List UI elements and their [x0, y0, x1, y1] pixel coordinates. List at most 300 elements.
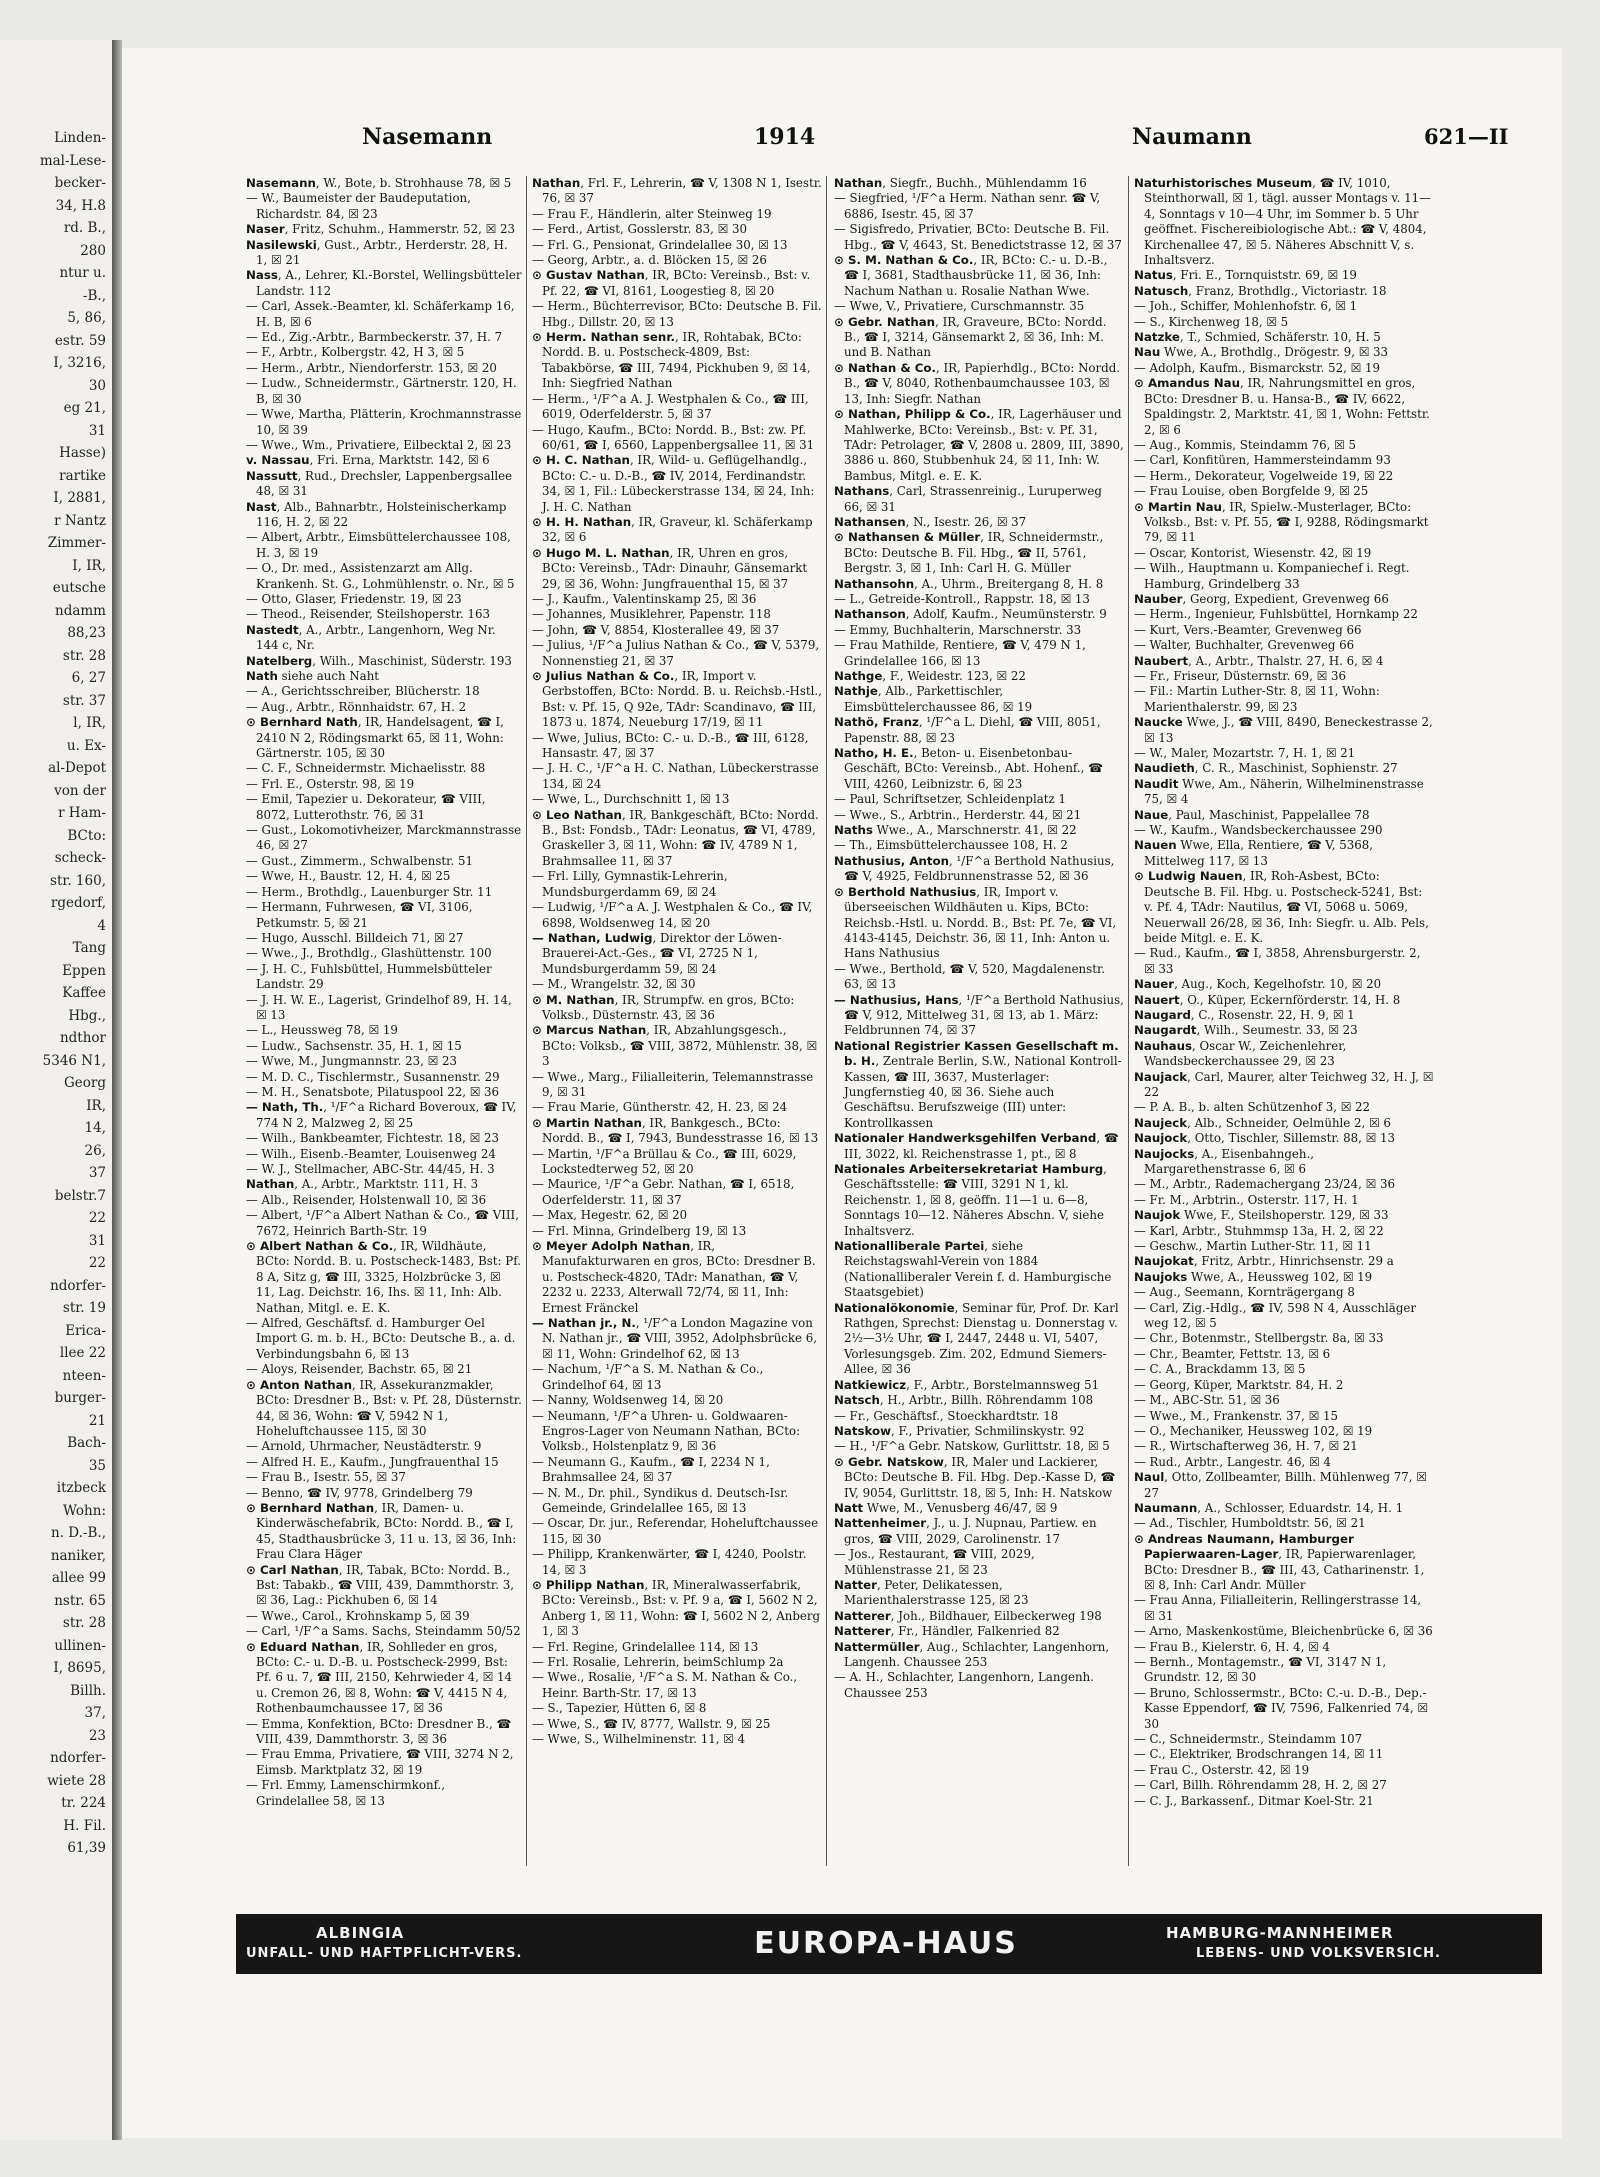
directory-entry [1134, 1331, 1434, 1346]
entry-details: , Peter, Delikatessen, Marienthalerstrasse 125, ☒ 23 [844, 1577, 1029, 1608]
directory-entry [532, 1670, 822, 1701]
previous-page-line: 35 [88, 1457, 106, 1474]
directory-entry [1134, 315, 1434, 330]
entry-details: — Aloys, Reisender, Bachstr. 65, ☒ 21 [246, 1362, 473, 1377]
directory-entry [246, 376, 522, 407]
ad-europa-haus: EUROPA-HAUS [754, 1926, 1018, 1961]
directory-entry [1134, 993, 1434, 1008]
entry-name: Nasemann [246, 176, 316, 190]
directory-entry [246, 1023, 522, 1038]
directory-entry [532, 669, 822, 731]
entry-name: Nau [1134, 345, 1161, 360]
entry-details: , IR, Spielw.-Musterlager, BCto: Volksb., Bst: v. Pf. 55, ☎ I, 9288, Rödingsmarkt 79, ☒ 11 [1144, 499, 1429, 545]
previous-page-line: 22 [88, 1210, 106, 1226]
directory-entry [834, 1624, 1124, 1639]
entry-name: Nauer [1134, 977, 1175, 992]
entry-name: ⊙ Nathan & Co. [834, 360, 936, 375]
directory-entry [1134, 1116, 1434, 1131]
entry-details: , Georg, Expedient, Grevenweg 66 [1182, 591, 1389, 606]
entry-details: , IR, Schneidermstr., BCto: Deutsche B. Fil. Hbg., ☎ II, 5761, Bergstr. 3, ☒ 1, Inh: Carl H. G. Müller [844, 530, 1104, 576]
entry-details: — Frau C., Osterstr. 42, ☒ 19 [1134, 1762, 1310, 1777]
directory-entry [834, 222, 1124, 253]
entry-details: , Adolf, Kaufm., Neumünsterstr. 9 [905, 607, 1107, 622]
entry-details: — Wwe, S., Wilhelminenstr. 11, ☒ 4 [532, 1732, 746, 1747]
previous-page-line: Zimmer- [47, 535, 106, 551]
entry-details: — Wwe., Rosalie, ¹/F^a S. M. Nathan & Co., Heinr. Barth-Str. 17, ☒ 13 [532, 1670, 798, 1700]
directory-entry [246, 238, 522, 269]
entry-details: , F., Weidestr. 123, ☒ 22 [882, 669, 1026, 683]
entry-details: — Fr. M., Arbtrin., Osterstr. 117, H. 1 [1134, 1192, 1359, 1207]
directory-entry [1134, 299, 1434, 314]
previous-page-line: eg 21, [63, 400, 106, 416]
directory-entry [246, 1439, 522, 1454]
header-year: 1914 [754, 124, 816, 150]
directory-entry [246, 900, 522, 931]
directory-entry [246, 1239, 522, 1316]
entry-name: ⊙ Amandus Nau [1134, 376, 1240, 391]
directory-entry [246, 191, 522, 222]
entry-name: Naul [1134, 1470, 1165, 1485]
previous-page-line: Linden- [54, 130, 106, 146]
previous-page-line: r Nantz [54, 512, 106, 529]
entry-name: Naths [834, 823, 873, 838]
entry-details: — Frau Louise, oben Borgfelde 9, ☒ 25 [1134, 484, 1369, 499]
entry-details: — Wwe., J., Brothdlg., Glashüttenstr. 100 [246, 946, 492, 961]
entry-name: Natusch [1134, 283, 1189, 298]
entry-name: Nast [246, 499, 277, 514]
directory-entry [1134, 1193, 1434, 1208]
entry-details: — Rud., Kaufm., ☎ I, 3858, Ahrensburgerstr. 2, ☒ 33 [1134, 946, 1421, 976]
previous-page-line: 5346 N1, [42, 1052, 106, 1069]
previous-page-line: von der [54, 782, 106, 799]
entry-details: — R., Wirtschafterweg 36, H. 7, ☒ 21 [1134, 1439, 1358, 1454]
entry-name: Naujock [1134, 1131, 1188, 1146]
directory-entry [1134, 1763, 1434, 1778]
directory-entry [246, 623, 522, 654]
entry-name: Naugardt [1134, 1023, 1197, 1038]
entry-name: v. Nassau [246, 453, 310, 468]
entry-details: — Aug., Seemann, Kornträgergang 8 [1134, 1285, 1355, 1300]
directory-entry [834, 823, 1124, 838]
entry-details: — A. H., Schlachter, Langenhorn, Langenh. Chaussee 253 [834, 1670, 1094, 1700]
directory-entry [1134, 361, 1434, 376]
entry-details: — Albert, ¹/F^a Albert Nathan & Co., ☎ VIII, 7672, Heinrich Barth-Str. 19 [246, 1208, 519, 1238]
entry-details: , Direktor der Löwen-Brauerei-Act.-Ges., ☎ VI, 2725 N 1, Mundsburgerdamm 59, ☒ 24 [542, 930, 782, 976]
entry-details: siehe auch Naht [277, 669, 380, 683]
entry-details: — Emmy, Buchhalterin, Marschnerstr. 33 [834, 622, 1082, 637]
directory-entry [834, 607, 1124, 622]
entry-name: ⊙ Martin Nathan [532, 1115, 642, 1130]
directory-entry [1134, 1655, 1434, 1686]
entry-details: — John, ☎ V, 8854, Klosterallee 49, ☒ 37 [532, 622, 780, 637]
directory-entry [246, 1085, 522, 1100]
entry-details: — Arno, Maskenkostüme, Bleichenbrücke 6, ☒ 36 [1134, 1624, 1433, 1639]
directory-entry [1134, 1794, 1434, 1809]
directory-entry [1134, 546, 1434, 561]
directory-entry [246, 1208, 522, 1239]
entry-details: — Max, Hegestr. 62, ☒ 20 [532, 1208, 688, 1223]
entry-details: — Oscar, Kontorist, Wiesenstr. 42, ☒ 19 [1134, 545, 1372, 560]
directory-entry [532, 268, 822, 299]
entry-name: Nattermüller [834, 1639, 920, 1654]
entry-details: — Emma, Konfektion, BCto: Dresdner B., ☎ VIII, 439, Dammthorstr. 3, ☒ 36 [246, 1716, 512, 1747]
entry-details: — Wwe., Marg., Filialleiterin, Telemannstrasse 9, ☒ 31 [532, 1069, 814, 1099]
entry-details: , IR, Handelsagent, ☎ I, 2410 N 2, Rödingsmarkt 65, ☒ 11, Wohn: Gärtnerstr. 105, ☒ 30 [256, 715, 504, 761]
previous-page-line: IR, [86, 1097, 106, 1114]
directory-entry [246, 1162, 522, 1177]
entry-name: Naue [1134, 807, 1169, 822]
previous-page-line: ndorfer- [50, 1277, 106, 1294]
entry-details: , Gust., Arbtr., Herderstr. 28, H. 1, ☒ 21 [256, 237, 508, 268]
entry-details: — Herm., ¹/F^a A. J. Westphalen & Co., ☎ III, 6019, Oderfelderstr. 5, ☒ 37 [532, 391, 809, 422]
entry-details: , IR, Manufakturwaren en gros, BCto: Dresdner B. u. Postscheck-4820, TAdr: Manathan, ☎ V, 2232 u. 2233, Alterwall 72/74, ☒ 11, Inh: Ernest Fränckel [542, 1239, 816, 1315]
directory-entry [246, 1131, 522, 1146]
directory-entry [246, 1563, 522, 1609]
previous-page-line: mal-Lese- [39, 152, 106, 169]
entry-name: Nauber [1134, 591, 1183, 606]
directory-entry [834, 746, 1124, 792]
previous-page-line: 37, [84, 1705, 106, 1721]
directory-entry [246, 1717, 522, 1748]
entry-name: National Registrier Kassen Gesellschaft m. b. H. [834, 1038, 1119, 1069]
previous-page-line: Tang [72, 940, 106, 956]
entry-name: Nathans [834, 484, 890, 499]
directory-entry [1134, 561, 1434, 592]
directory-entry [532, 1023, 822, 1069]
entry-name: Nauhaus [1134, 1038, 1193, 1053]
directory-entry [1134, 438, 1434, 453]
entry-name: Naturhistorisches Museum [1134, 176, 1313, 190]
entry-details: — M., ABC-Str. 51, ☒ 36 [1134, 1393, 1280, 1408]
previous-page-line: BCto: [67, 827, 106, 844]
previous-page-line: Erica- [65, 1322, 106, 1339]
directory-entry [1134, 1070, 1434, 1101]
entry-details: Wwe, F., Steilshoperstr. 129, ☒ 33 [1180, 1208, 1389, 1223]
directory-entry [532, 207, 822, 222]
entry-details: — Frl. E., Osterstr. 98, ☒ 19 [246, 776, 415, 791]
directory-entry [1134, 1147, 1434, 1178]
entry-details: — Gust., Lokomotivheizer, Marckmannstrasse 46, ☒ 27 [246, 823, 522, 853]
previous-page-line: belstr.7 [54, 1187, 106, 1204]
entry-details: — J., Kaufm., Valentinskamp 25, ☒ 36 [532, 591, 757, 606]
directory-entry [1134, 977, 1434, 992]
directory-entry [1134, 838, 1434, 869]
directory-entry [1134, 1347, 1434, 1362]
entry-name: Natter [834, 1577, 877, 1592]
entry-details: — Walter, Buchhalter, Grevenweg 66 [1134, 638, 1355, 653]
previous-page-line: al-Depot [48, 760, 106, 776]
directory-entry [532, 1147, 822, 1178]
directory-entry [246, 268, 522, 299]
entry-details: , Oscar W., Zeichenlehrer, Wandsbeckerchaussee 29, ☒ 23 [1144, 1038, 1347, 1069]
entry-details: , IR, Maler und Lackierer, BCto: Deutsche B. Fil. Hbg. Dep.-Kasse D, ☎ IV, 9054, Gurlittstr. 18, ☒ 5, Inh: H. Natskow [844, 1454, 1116, 1500]
entry-details: , Franz, Brothdlg., Victoriastr. 18 [1188, 283, 1387, 298]
entry-details: — Fr., Geschäftsf., Stoeckhardtstr. 18 [834, 1408, 1059, 1423]
entry-details: , Fri. Erna, Marktstr. 142, ☒ 6 [309, 453, 490, 468]
previous-page-line: estr. 59 [54, 332, 106, 349]
directory-entry [246, 1778, 522, 1809]
entry-details: , Otto, Zollbeamter, Billh. Mühlenweg 77, ☒ 27 [1144, 1470, 1427, 1500]
directory-entry [532, 423, 822, 454]
previous-page-line: nteen- [62, 1367, 106, 1384]
column-4 [1134, 176, 1434, 1866]
directory-entry [1134, 607, 1434, 622]
previous-page-line: Hasse) [59, 445, 106, 461]
entry-details: — Neumann, ¹/F^a Uhren- u. Goldwaaren-Engros-Lager von Neumann Nathan, BCto: Volksb., Holstenplatz 9, ☒ 36 [532, 1408, 801, 1454]
previous-page-line: Kaffee [62, 985, 106, 1001]
entry-name: ⊙ Nathansen & Müller [834, 530, 981, 545]
entry-details: , IR, Lagerhäuser und Mahlwerke, BCto: Vereinsb., Bst: v. Pf. 31, TAdr: Petrolager, ☎ V, 2808 u. 2809, III, 3890, 3886 u. 860, Stubbenhuk 24, ☒ 11, Inh: W. Bambus, Mitgl. e. E. K. [844, 407, 1124, 483]
previous-page-line: 88,23 [67, 625, 106, 641]
entry-details: — Theod., Reisender, Steilshoperstr. 163 [246, 607, 490, 622]
entry-details: , T., Schmied, Schäferstr. 10, H. 5 [1179, 330, 1381, 345]
directory-entry [1134, 1624, 1434, 1639]
entry-details: — Otto, Glaser, Friedenstr. 19, ☒ 23 [246, 591, 462, 606]
entry-details: , IR, Nahrungsmittel en gros, BCto: Dresdner B. u. Hansa-B., ☎ IV, 6622, Spaldingstr. 2, Marktstr. 41, ☒ 1, Wohn: Fettstr. 2, ☒ 6 [1144, 376, 1430, 437]
directory-entry [1134, 1732, 1434, 1747]
directory-entry [1134, 1640, 1434, 1655]
entry-name: Nathje [834, 684, 878, 699]
directory-entry [246, 1609, 522, 1624]
directory-entry [1134, 715, 1434, 746]
directory-entry [1134, 1424, 1434, 1439]
entry-details: — W. J., Stellmacher, ABC-Str. 44/45, H. 3 [246, 1162, 495, 1176]
directory-entry [532, 731, 822, 762]
previous-page-line: allee 99 [51, 1570, 106, 1586]
directory-entry [834, 1670, 1124, 1701]
entry-details: , Alb., Parkettischler, Eimsbüttelerchaussee 86, ☒ 19 [844, 684, 1033, 714]
directory-entry [834, 638, 1124, 669]
directory-entry [834, 684, 1124, 715]
entry-details: , Carl, Maurer, alter Teichweg 32, H. J, ☒ 22 [1144, 1069, 1434, 1099]
previous-page-line: ntur u. [59, 265, 106, 281]
directory-entry [246, 993, 522, 1024]
entry-name: ⊙ Nathan, Philipp & Co. [834, 407, 991, 422]
entry-details: — Frl. G., Pensionat, Grindelallee 30, ☒ 13 [532, 237, 788, 252]
previous-page-line: nstr. 65 [54, 1592, 106, 1609]
entry-details: — Ad., Tischler, Humboldtstr. 56, ☒ 21 [1134, 1516, 1366, 1531]
entry-details: , ¹/F^a Berthold Nathusius, ☎ V, 4925, Feldbrunnenstrasse 52, ☒ 36 [844, 853, 1115, 884]
directory-entry [532, 453, 822, 515]
directory-entry [246, 1624, 522, 1639]
previous-page-line: str. 37 [62, 692, 106, 709]
column-1 [246, 176, 522, 1866]
entry-details: — F., Arbtr., Kolbergstr. 42, H 3, ☒ 5 [246, 345, 465, 360]
entry-details: — Albert, Arbtr., Eimsbüttelerchaussee 108, H. 3, ☒ 19 [246, 530, 511, 560]
entry-details: — Nachum, ¹/F^a S. M. Nathan & Co., Grindelhof 64, ☒ 13 [532, 1362, 764, 1392]
directory-entry [532, 1547, 822, 1578]
entry-details: — L., Getreide-Kontroll., Rappstr. 18, ☒ 13 [834, 591, 1090, 606]
entry-name: ⊙ Ludwig Nauen [1134, 869, 1243, 884]
entry-details: — Martin, ¹/F^a Brüllau & Co., ☎ III, 6029, Lockstedterweg 52, ☒ 20 [532, 1146, 797, 1176]
directory-entry [532, 1070, 822, 1101]
previous-page-line: wiete 28 [47, 1772, 106, 1789]
entry-details: , IR, Tabak, BCto: Nordd. B., Bst: Tabakb., ☎ VIII, 439, Dammthorstr. 3, ☒ 36, Lag.: Pickhuben 6, ☒ 14 [256, 1562, 515, 1608]
entry-details: — Georg, Arbtr., a. d. Blöcken 15, ☒ 26 [532, 253, 767, 268]
entry-name: Nationaler Handwerksgehilfen Verband [834, 1131, 1097, 1146]
entry-details: , C., Rosenstr. 22, H. 9, ☒ 1 [1190, 1007, 1355, 1022]
directory-entry [246, 1378, 522, 1440]
entry-details: — Wwe, H., Baustr. 12, H. 4, ☒ 25 [246, 869, 451, 884]
entry-details: — J. H. W. E., Lagerist, Grindelhof 89, H. 14, ☒ 13 [246, 992, 512, 1022]
directory-entry [834, 792, 1124, 807]
directory-entry [246, 854, 522, 869]
entry-details: , A., Arbtr., Langenhorn, Weg Nr. 144 c, Nr. [256, 622, 496, 653]
entry-name: ⊙ Philipp Nathan [532, 1577, 645, 1592]
directory-entry [246, 469, 522, 500]
directory-entry [246, 931, 522, 946]
directory-entry [834, 623, 1124, 638]
entry-details: — Fr., Friseur, Düsternstr. 69, ☒ 36 [1134, 669, 1346, 683]
ad-albingia: ALBINGIA [316, 1924, 405, 1942]
entry-details: — Rud., Arbtr., Langestr. 46, ☒ 4 [1134, 1454, 1331, 1469]
directory-page [122, 48, 1562, 2138]
entry-details: , Beton- u. Eisenbetonbau-Geschäft, BCto: Vereinsb., Abt. Hohenf., ☎ VIII, 4260, Leibnizstr. 6, ☒ 23 [844, 746, 1103, 791]
entry-name: ⊙ Julius Nathan & Co. [532, 669, 675, 683]
directory-entry [532, 638, 822, 669]
entry-details: , IR, Bankgeschäft, BCto: Nordd. B., Bst: Fondsb., TAdr: Leonatus, ☎ VI, 4789, Graskeller 3, ☒ 11, Wohn: ☎ IV, 4789 N 1, Brahmsallee 11, ☒ 37 [542, 807, 819, 868]
previous-page-line: 14, [84, 1120, 106, 1136]
entry-details: — Wilh., Bankbeamter, Fichtestr. 18, ☒ 23 [246, 1131, 499, 1146]
directory-entry [1134, 484, 1434, 499]
entry-details: , IR, Damen- u. Kinderwäschefabrik, BCto: Nordd. B., ☎ I, 45, Stadthausbrücke 3, 11 u. 13, ☒ 36, Inh: Frau Clara Häger [256, 1500, 517, 1562]
entry-details: , N., Isestr. 26, ☒ 37 [905, 514, 1027, 529]
entry-details: — Benno, ☎ IV, 9778, Grindelberg 79 [246, 1485, 473, 1500]
directory-entry [1134, 376, 1434, 438]
entry-details: — W., Maler, Mozartstr. 7, H. 1, ☒ 21 [1134, 746, 1356, 761]
entry-name: Nathansohn [834, 576, 915, 591]
previous-page-line: 34, H.8 [55, 197, 106, 214]
entry-details: — Frau Anna, Filialleiterin, Rellingerstrasse 14, ☒ 31 [1134, 1593, 1422, 1623]
entry-details: , IR, Sohlleder en gros, BCto: C.- u. D.-B. u. Postscheck-2999, Bst: Pf. 6 u. 7, ☎ III, 2150, Kehrwieder 4, ☒ 14 u. Cremon 26, ☒ 8, Wohn: ☎ V, 4415 N 4, Rothenbaumchaussee 17, ☒ 36 [256, 1639, 513, 1716]
entry-details: — C. J., Barkassenf., Ditmar Koel-Str. 21 [1134, 1793, 1374, 1808]
entry-details: , IR, Import v. Gerbstoffen, BCto: Nordd. B. u. Reichsb.-Hstl., Bst: v. Pf. 15, Q 92e, TAdr: Scandinavo, ☎ III, 1873 u. 1874, Neueburg 17/19, ☒ 11 [542, 669, 822, 730]
directory-entry [834, 1301, 1124, 1378]
entry-details: — Frl. Rosalie, Lehrerin, beimSchlump 2a [532, 1655, 784, 1669]
directory-entry [1134, 453, 1434, 468]
directory-entry [1134, 1455, 1434, 1470]
entry-details: — Th., Eimsbüttelerchaussee 108, H. 2 [834, 838, 1068, 853]
entry-details: , Alb., Bahnarbtr., Holsteinischerkamp 116, H. 2, ☒ 22 [256, 499, 507, 529]
entry-name: ⊙ Berthold Nathusius [834, 884, 977, 899]
directory-entry [246, 361, 522, 376]
entry-name: Nauert [1134, 992, 1180, 1007]
header-left-keyword: Nasemann [362, 124, 493, 150]
directory-entry [1134, 761, 1434, 776]
directory-entry [532, 869, 822, 900]
previous-page-line: rgedorf, [50, 895, 106, 911]
directory-entry [834, 315, 1124, 361]
directory-entry [532, 792, 822, 807]
entry-details: , IR, Wild- u. Geflügelhandlg., BCto: C.- u. D.-B., ☎ IV, 2014, Ferdinandstr. 34, ☒ 1, Fil.: Lübeckerstrasse 134, ☒ 24, Inh: J. H. C. Nathan [542, 453, 815, 514]
entry-details: — Hugo, Ausschl. Billdeich 71, ☒ 27 [246, 930, 464, 945]
directory-entry [834, 993, 1124, 1039]
entry-name: ⊙ Hugo M. L. Nathan [532, 545, 670, 560]
directory-entry [1134, 1516, 1434, 1531]
entry-details: — Ferd., Artist, Gosslerstr. 83, ☒ 30 [532, 222, 747, 237]
entry-details: , A., Uhrm., Breitergang 8, H. 8 [914, 576, 1104, 591]
directory-entry [532, 330, 822, 392]
directory-entry [246, 1039, 522, 1054]
directory-entry [532, 1701, 822, 1716]
previous-page-line: u. Ex- [66, 737, 106, 754]
entry-details: — Herm., Brothdlg., Lauenburger Str. 11 [246, 884, 493, 899]
entry-details: — Adolph, Kaufm., Bismarckstr. 52, ☒ 19 [1134, 360, 1380, 375]
directory-entry [246, 1470, 522, 1485]
entry-name: ⊙ Carl Nathan [246, 1562, 339, 1577]
directory-entry [532, 1100, 822, 1115]
directory-entry [246, 962, 522, 993]
entry-details: , C. R., Maschinist, Sophienstr. 27 [1194, 761, 1398, 776]
directory-entry [246, 1070, 522, 1085]
directory-entry [532, 1640, 822, 1655]
directory-entry [532, 993, 822, 1024]
directory-entry [532, 900, 822, 931]
directory-entry [532, 1578, 822, 1640]
directory-entry [1134, 268, 1434, 283]
entry-name: Natelberg [246, 653, 313, 668]
entry-details: , IR, Papierhdlg., BCto: Nordd. B., ☎ V, 8040, Rothenbaumchaussee 103, ☒ 13, Inh: Siegfr. Nathan [844, 360, 1121, 406]
directory-entry [1134, 654, 1434, 669]
entry-details: — Frau Marie, Güntherstr. 42, H. 23, ☒ 24 [532, 1100, 788, 1115]
entry-details: — O., Mechaniker, Heussweg 102, ☒ 19 [1134, 1423, 1373, 1438]
directory-entry [1134, 684, 1434, 715]
directory-entry [246, 684, 522, 699]
directory-entry [834, 1547, 1124, 1578]
directory-entry [532, 1316, 822, 1362]
directory-entry [1134, 1532, 1434, 1594]
entry-details: , A., Eisenbahngeh., Margarethenstrasse 6, ☒ 6 [1144, 1146, 1314, 1176]
entry-name: Natterer [834, 1608, 891, 1623]
entry-details: — Sigisfredo, Privatier, BCto: Deutsche B. Fil. Hbg., ☎ V, 4643, St. Benedictstrasse 12, ☒ 37 [834, 222, 1122, 252]
directory-entry [532, 931, 822, 977]
entry-details: — Wilh., Hauptmann u. Kompaniechef i. Regt. Hamburg, Grindelberg 33 [1134, 561, 1410, 591]
directory-entry [1134, 1409, 1434, 1424]
directory-entry [246, 1147, 522, 1162]
previous-page-line: 4 [97, 917, 106, 934]
directory-entry [834, 1578, 1124, 1609]
directory-entry [1134, 1686, 1434, 1732]
entry-details: — M., Arbtr., Rademachergang 23/24, ☒ 36 [1134, 1177, 1396, 1192]
entry-details: — Carl, Zig.-Hdlg., ☎ IV, 598 N 4, Ausschläger weg 12, ☒ 5 [1134, 1300, 1417, 1331]
directory-entry [246, 592, 522, 607]
directory-entry [532, 977, 822, 992]
entry-name: ⊙ Leo Nathan [532, 807, 622, 822]
directory-entry [834, 1439, 1124, 1454]
entry-details: Wwe, Am., Näherin, Wilhelminenstrasse 75, ☒ 4 [1144, 776, 1424, 807]
previous-page-line: 280 [80, 242, 106, 259]
directory-entry [1134, 1100, 1434, 1115]
directory-entry [246, 1177, 522, 1192]
entry-name: Nathanson [834, 607, 906, 622]
previous-page-line: burger- [54, 1390, 106, 1406]
entry-details: — Frl. Lilly, Gymnastik-Lehrerin, Mundsburgerdamm 69, ☒ 24 [532, 869, 728, 899]
directory-entry [246, 561, 522, 592]
entry-details: — Wwe, L., Durchschnitt 1, ☒ 13 [532, 792, 730, 807]
entry-name: — Nathan jr., N. [532, 1316, 636, 1331]
entry-details: , Otto, Tischler, Sillemstr. 88, ☒ 13 [1187, 1131, 1396, 1146]
previous-page-line: rd. B., [63, 220, 106, 236]
directory-entry [246, 1747, 522, 1778]
column-3 [834, 176, 1124, 1866]
entry-name: ⊙ H. C. Nathan [532, 453, 630, 468]
entry-details: — Herm., Ingenieur, Fuhlsbüttel, Hornkamp 22 [1134, 607, 1418, 622]
previous-page-line: str. 160, [50, 872, 106, 889]
directory-entry [532, 1732, 822, 1747]
entry-details: — Wilh., Eisenb.-Beamter, Louisenweg 24 [246, 1146, 496, 1161]
entry-details: , IR, Strumpfw. en gros, BCto: Volksb., Düsternstr. 43, ☒ 36 [542, 992, 795, 1022]
directory-entry [246, 792, 522, 823]
